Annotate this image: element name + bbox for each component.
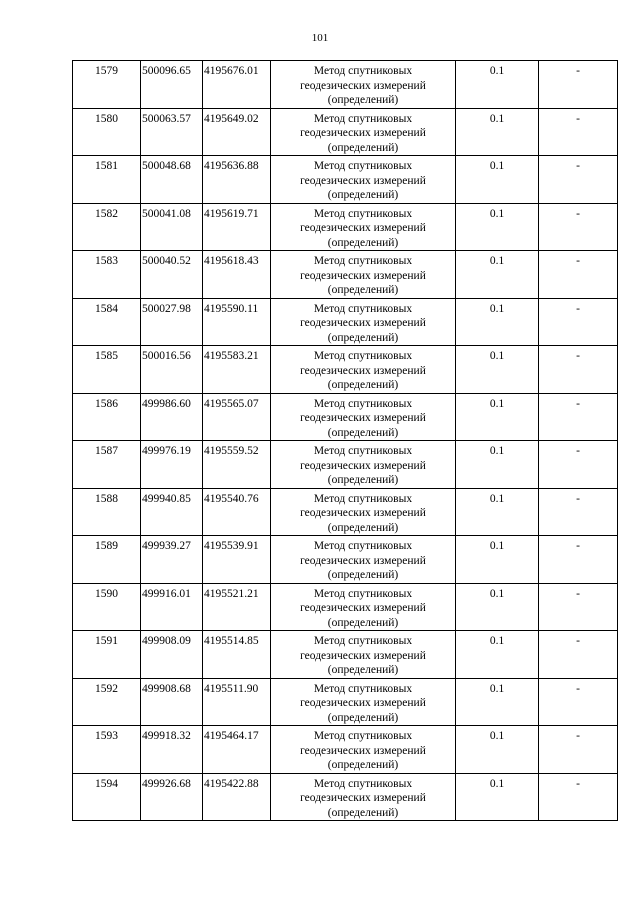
method-text-line1: Метод спутниковых (313, 112, 413, 125)
method-text-line3: (определений) (327, 474, 399, 486)
method-cell (271, 536, 456, 584)
y-coordinate-cell: 4195464.17 (203, 726, 271, 774)
table-row (73, 203, 618, 251)
x-coordinate-cell: 500027.98 (141, 298, 203, 346)
description-cell: - (539, 583, 618, 631)
method-text-line1: Метод спутниковых (313, 730, 413, 742)
method-text-line1: Метод спутниковых (313, 302, 413, 315)
method-text-line2: геодезических измерений (300, 507, 426, 519)
method-text-line1: Метод спутниковых (313, 540, 413, 552)
accuracy-cell: 0.1 (456, 203, 539, 251)
table-row (73, 298, 618, 346)
method-text-line2: геодезических измерений (300, 792, 426, 804)
method-text-line1: Метод спутниковых (313, 255, 413, 267)
method-text-line1: Метод спутниковых (313, 397, 413, 410)
table-row (73, 393, 618, 441)
point-number-cell: 1582 (73, 203, 141, 251)
method-cell (271, 773, 456, 821)
description-cell: - (539, 441, 618, 489)
y-coordinate-cell: 4195511.90 (203, 678, 271, 726)
accuracy-cell: 0.1 (456, 108, 539, 156)
description-cell: - (539, 108, 618, 156)
table-row (73, 773, 618, 821)
x-coordinate-cell: 500041.08 (141, 203, 203, 251)
y-coordinate-cell: 4195619.71 (203, 203, 271, 251)
x-coordinate-cell: 499908.68 (141, 678, 203, 726)
description-cell: - (539, 773, 618, 821)
method-text-line2: геодезических измерений (300, 127, 426, 139)
method-text-line1: Метод спутниковых (313, 492, 413, 505)
method-cell (271, 631, 456, 679)
accuracy-cell: 0.1 (456, 393, 539, 441)
method-text-line3: (определений) (327, 806, 399, 819)
method-text-line3: (определений) (327, 759, 399, 771)
method-text-line3: (определений) (327, 616, 399, 629)
method-text-line2: геодезических измерений (300, 269, 426, 282)
x-coordinate-cell: 500063.57 (141, 108, 203, 156)
method-text-line3: (определений) (327, 189, 399, 201)
table-row (73, 108, 618, 156)
method-text-line2: геодезических измерений (300, 174, 426, 187)
method-text-line3: (определений) (327, 236, 399, 249)
method-text-line3: (определений) (327, 379, 399, 391)
method-text-line3: (определений) (327, 711, 399, 724)
description-cell: - (539, 678, 618, 726)
x-coordinate-cell: 500040.52 (141, 251, 203, 299)
coordinates-table-body (73, 61, 618, 821)
method-text-line3: (определений) (327, 141, 399, 154)
description-cell: - (539, 156, 618, 204)
accuracy-cell: 0.1 (456, 346, 539, 394)
method-cell (271, 203, 456, 251)
x-coordinate-cell: 499916.01 (141, 583, 203, 631)
x-coordinate-cell: 499926.68 (141, 773, 203, 821)
method-cell (271, 156, 456, 204)
description-cell: - (539, 536, 618, 584)
point-number-cell: 1588 (73, 488, 141, 536)
method-cell (271, 61, 456, 109)
x-coordinate-cell: 500096.65 (141, 61, 203, 109)
method-text-line1: Метод спутниковых (313, 777, 413, 790)
method-text-line1: Метод спутниковых (313, 587, 413, 600)
method-text-line2: геодезических измерений (300, 744, 426, 757)
method-text-line2: геодезических измерений (300, 649, 426, 662)
y-coordinate-cell: 4195559.52 (203, 441, 271, 489)
accuracy-cell: 0.1 (456, 678, 539, 726)
table-row (73, 61, 618, 109)
method-cell (271, 726, 456, 774)
accuracy-cell: 0.1 (456, 251, 539, 299)
method-cell (271, 393, 456, 441)
description-cell: - (539, 488, 618, 536)
description-cell: - (539, 251, 618, 299)
table-row (73, 156, 618, 204)
accuracy-cell: 0.1 (456, 61, 539, 109)
coordinates-table (72, 60, 618, 821)
method-text-line2: геодезических измерений (300, 554, 426, 567)
description-cell: - (539, 298, 618, 346)
table-row (73, 251, 618, 299)
method-text-line2: геодезических измерений (300, 79, 426, 92)
point-number-cell: 1589 (73, 536, 141, 584)
description-cell: - (539, 346, 618, 394)
accuracy-cell: 0.1 (456, 298, 539, 346)
point-number-cell: 1580 (73, 108, 141, 156)
x-coordinate-cell: 499918.32 (141, 726, 203, 774)
method-text-line2: геодезических измерений (300, 222, 426, 234)
point-number-cell: 1591 (73, 631, 141, 679)
method-text-line2: геодезических измерений (300, 317, 426, 329)
description-cell: - (539, 631, 618, 679)
y-coordinate-cell: 4195636.88 (203, 156, 271, 204)
method-text-line3: (определений) (327, 664, 399, 676)
method-text-line3: (определений) (327, 521, 399, 534)
x-coordinate-cell: 499940.85 (141, 488, 203, 536)
description-cell: - (539, 203, 618, 251)
x-coordinate-cell: 500016.56 (141, 346, 203, 394)
method-cell (271, 346, 456, 394)
y-coordinate-cell: 4195649.02 (203, 108, 271, 156)
point-number-cell: 1579 (73, 61, 141, 109)
method-text-line1: Метод спутниковых (313, 635, 413, 647)
method-cell (271, 678, 456, 726)
method-cell (271, 298, 456, 346)
x-coordinate-cell: 499908.09 (141, 631, 203, 679)
point-number-cell: 1593 (73, 726, 141, 774)
accuracy-cell: 0.1 (456, 488, 539, 536)
method-cell (271, 583, 456, 631)
method-text-line3: (определений) (327, 284, 399, 296)
method-text-line1: Метод спутниковых (313, 445, 413, 457)
x-coordinate-cell: 499939.27 (141, 536, 203, 584)
accuracy-cell: 0.1 (456, 726, 539, 774)
point-number-cell: 1581 (73, 156, 141, 204)
method-cell (271, 441, 456, 489)
method-cell (271, 488, 456, 536)
accuracy-cell: 0.1 (456, 536, 539, 584)
accuracy-cell: 0.1 (456, 631, 539, 679)
table-row (73, 678, 618, 726)
y-coordinate-cell: 4195514.85 (203, 631, 271, 679)
method-text-line2: геодезических измерений (300, 459, 426, 472)
method-text-line2: геодезических измерений (300, 697, 426, 709)
point-number-cell: 1586 (73, 393, 141, 441)
point-number-cell: 1592 (73, 678, 141, 726)
y-coordinate-cell: 4195540.76 (203, 488, 271, 536)
description-cell: - (539, 393, 618, 441)
method-cell (271, 251, 456, 299)
method-text-line1: Метод спутниковых (313, 682, 413, 695)
x-coordinate-cell: 499986.60 (141, 393, 203, 441)
method-text-line2: геодезических измерений (300, 364, 426, 377)
y-coordinate-cell: 4195583.21 (203, 346, 271, 394)
table-row (73, 726, 618, 774)
point-number-cell: 1584 (73, 298, 141, 346)
x-coordinate-cell: 500048.68 (141, 156, 203, 204)
method-text-line1: Метод спутниковых (313, 65, 413, 77)
method-text-line3: (определений) (327, 94, 399, 106)
point-number-cell: 1585 (73, 346, 141, 394)
table-row (73, 631, 618, 679)
method-text-line2: геодезических измерений (300, 412, 426, 424)
point-number-cell: 1594 (73, 773, 141, 821)
y-coordinate-cell: 4195521.21 (203, 583, 271, 631)
method-text-line1: Метод спутниковых (313, 160, 413, 172)
table-row (73, 346, 618, 394)
method-cell (271, 108, 456, 156)
table-row (73, 441, 618, 489)
point-number-cell: 1587 (73, 441, 141, 489)
y-coordinate-cell: 4195676.01 (203, 61, 271, 109)
page-number: 101 (311, 32, 329, 44)
method-text-line1: Метод спутниковых (313, 350, 413, 362)
accuracy-cell: 0.1 (456, 773, 539, 821)
point-number-cell: 1583 (73, 251, 141, 299)
table-row (73, 583, 618, 631)
method-text-line3: (определений) (327, 569, 399, 581)
method-text-line3: (определений) (327, 331, 399, 344)
x-coordinate-cell: 499976.19 (141, 441, 203, 489)
y-coordinate-cell: 4195618.43 (203, 251, 271, 299)
point-number-cell: 1590 (73, 583, 141, 631)
description-cell: - (539, 726, 618, 774)
y-coordinate-cell: 4195422.88 (203, 773, 271, 821)
method-text-line2: геодезических измерений (300, 602, 426, 614)
y-coordinate-cell: 4195590.11 (203, 298, 271, 346)
accuracy-cell: 0.1 (456, 583, 539, 631)
table-row (73, 488, 618, 536)
method-text-line3: (определений) (327, 426, 399, 439)
accuracy-cell: 0.1 (456, 156, 539, 204)
description-cell: - (539, 61, 618, 109)
table-row (73, 536, 618, 584)
y-coordinate-cell: 4195565.07 (203, 393, 271, 441)
accuracy-cell: 0.1 (456, 441, 539, 489)
method-text-line1: Метод спутниковых (313, 207, 413, 220)
y-coordinate-cell: 4195539.91 (203, 536, 271, 584)
